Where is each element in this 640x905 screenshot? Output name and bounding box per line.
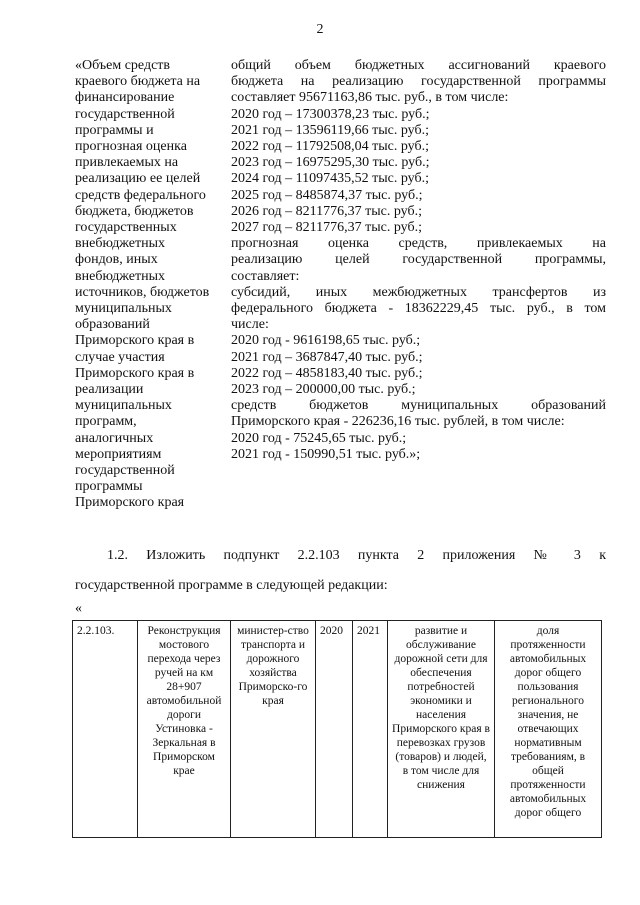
funding-year-item: 2023 год – 16975295,30 тыс. руб.; — [231, 155, 430, 171]
passport-label-line: муниципальных — [75, 398, 172, 414]
forecast-line: прогнозная оценка средств, привлекаемых на — [231, 236, 606, 252]
passport-label-line: аналогичных — [75, 430, 154, 446]
paragraph-1-2: 1.2. Изложить подпункт 2.2.103 пункта 2 приложения № 3 к — [107, 548, 606, 563]
passport-label-line: случае участия — [75, 349, 165, 365]
federal-year-item: 2022 год – 4858183,40 тыс. руб.; — [231, 365, 423, 381]
passport-label-line: мероприятиям — [75, 446, 162, 462]
funding-year-item: 2021 год – 13596119,66 тыс. руб.; — [231, 122, 429, 138]
passport-label-line: внебюджетных — [75, 268, 166, 284]
funding-years-list — [231, 107, 606, 237]
federal-year-item: 2023 год – 200000,00 тыс. руб.; — [231, 382, 416, 398]
funding-year-item: 2024 год – 11097435,52 тыс. руб.; — [231, 171, 429, 187]
passport-label-line: Приморского края в — [75, 365, 195, 381]
forecast-line: реализацию целей государственной программы, — [231, 252, 606, 268]
municipal-years-list — [231, 431, 606, 463]
cell-goal: развитие и обслуживание дорожной сети для обеспечения потребностей экономики и населения Приморского края в перевозках грузов (товаров) и людей, в том числе для снижения — [388, 621, 495, 838]
passport-label-line: программы и — [75, 122, 154, 138]
passport-label-line: фондов, иных — [75, 252, 158, 268]
municipal-year-item: 2020 год - 75245,65 тыс. руб.; — [231, 430, 407, 446]
federal-line: субсидий, иных межбюджетных трансфертов из — [231, 284, 606, 300]
paragraph-1-2-continuation: государственной программе в следующей редакции: — [75, 578, 388, 593]
passport-label-line: источников, бюджетов — [75, 284, 210, 300]
cell-indicator: доля протяженности автомобильных дорог общего пользования регионального значения, не отвечающих нормативным требованиям, в общей протяженности автомобильных дорог общего — [495, 621, 602, 838]
passport-label-line: внебюджетных — [75, 236, 166, 252]
funding-year-item: 2025 год – 8485874,37 тыс. руб.; — [231, 187, 423, 203]
federal-line: числе: — [231, 317, 269, 333]
passport-label-line: государственной — [75, 106, 175, 122]
cell-year-end: 2021 — [353, 621, 388, 838]
cell-number: 2.2.103. — [73, 621, 138, 838]
passport-label-line: Приморского края в — [75, 333, 195, 349]
passport-label-line: образований — [75, 317, 150, 333]
passport-label-line: прогнозная оценка — [75, 139, 187, 155]
passport-label-line: муниципальных — [75, 301, 172, 317]
passport-label-line: финансирование — [75, 90, 175, 106]
open-quote: « — [75, 601, 82, 616]
forecast-line: составляет: — [231, 268, 300, 284]
passport-label — [75, 58, 230, 512]
funding-details — [231, 58, 606, 463]
federal-year-item: 2020 год - 9616198,65 тыс. руб.; — [231, 333, 421, 349]
passport-label-line: Приморского края — [75, 495, 185, 511]
municipal-line: средств бюджетов муниципальных образований — [231, 398, 606, 414]
funding-year-item: 2022 год – 11792508,04 тыс. руб.; — [231, 139, 429, 155]
program-table — [72, 620, 602, 838]
passport-label-line: государственных — [75, 220, 177, 236]
passport-label-line: средств федерального — [75, 187, 206, 203]
federal-year-item: 2021 год – 3687847,40 тыс. руб.; — [231, 349, 423, 365]
cell-year-start: 2020 — [316, 621, 353, 838]
passport-label-line: государственной — [75, 463, 175, 479]
cell-name: Реконструкция мостового перехода через ручей на км 28+907 автомобильной дороги Устиновка - Зеркальная в Приморском крае — [138, 621, 231, 838]
federal-line: федерального бюджета - 18362229,45 тыс. руб., в том — [231, 301, 606, 317]
page-number: 2 — [316, 22, 324, 37]
passport-label-line: бюджета, бюджетов — [75, 203, 194, 219]
passport-label-line: реализации — [75, 382, 144, 398]
municipal-line: Приморского края - 226236,16 тыс. рублей, в том числе: — [231, 414, 565, 430]
funding-intro-line: бюджета на реализацию государственной программы — [231, 74, 606, 90]
table-row — [73, 621, 602, 838]
passport-label-line: программ, — [75, 414, 137, 430]
passport-label-line: реализацию ее целей — [75, 171, 201, 187]
funding-year-item: 2026 год – 8211776,37 тыс. руб.; — [231, 203, 422, 219]
cell-executor: министер-ство транспорта и дорожного хозяйства Приморско-го края — [231, 621, 316, 838]
passport-label-line: «Объем средств — [75, 58, 171, 73]
funding-year-item: 2027 год – 8211776,37 тыс. руб.; — [231, 220, 422, 236]
federal-years-list — [231, 333, 606, 398]
funding-year-item: 2020 год – 17300378,23 тыс. руб.; — [231, 106, 430, 122]
passport-label-line: привлекаемых на — [75, 155, 179, 171]
passport-label-line: краевого бюджета на — [75, 74, 201, 90]
funding-intro-line: общий объем бюджетных ассигнований краевого — [231, 58, 606, 73]
municipal-year-item: 2021 год - 150990,51 тыс. руб.»; — [231, 446, 421, 462]
passport-label-line: программы — [75, 479, 143, 495]
funding-intro-line: составляет 95671163,86 тыс. руб., в том числе: — [231, 90, 509, 106]
